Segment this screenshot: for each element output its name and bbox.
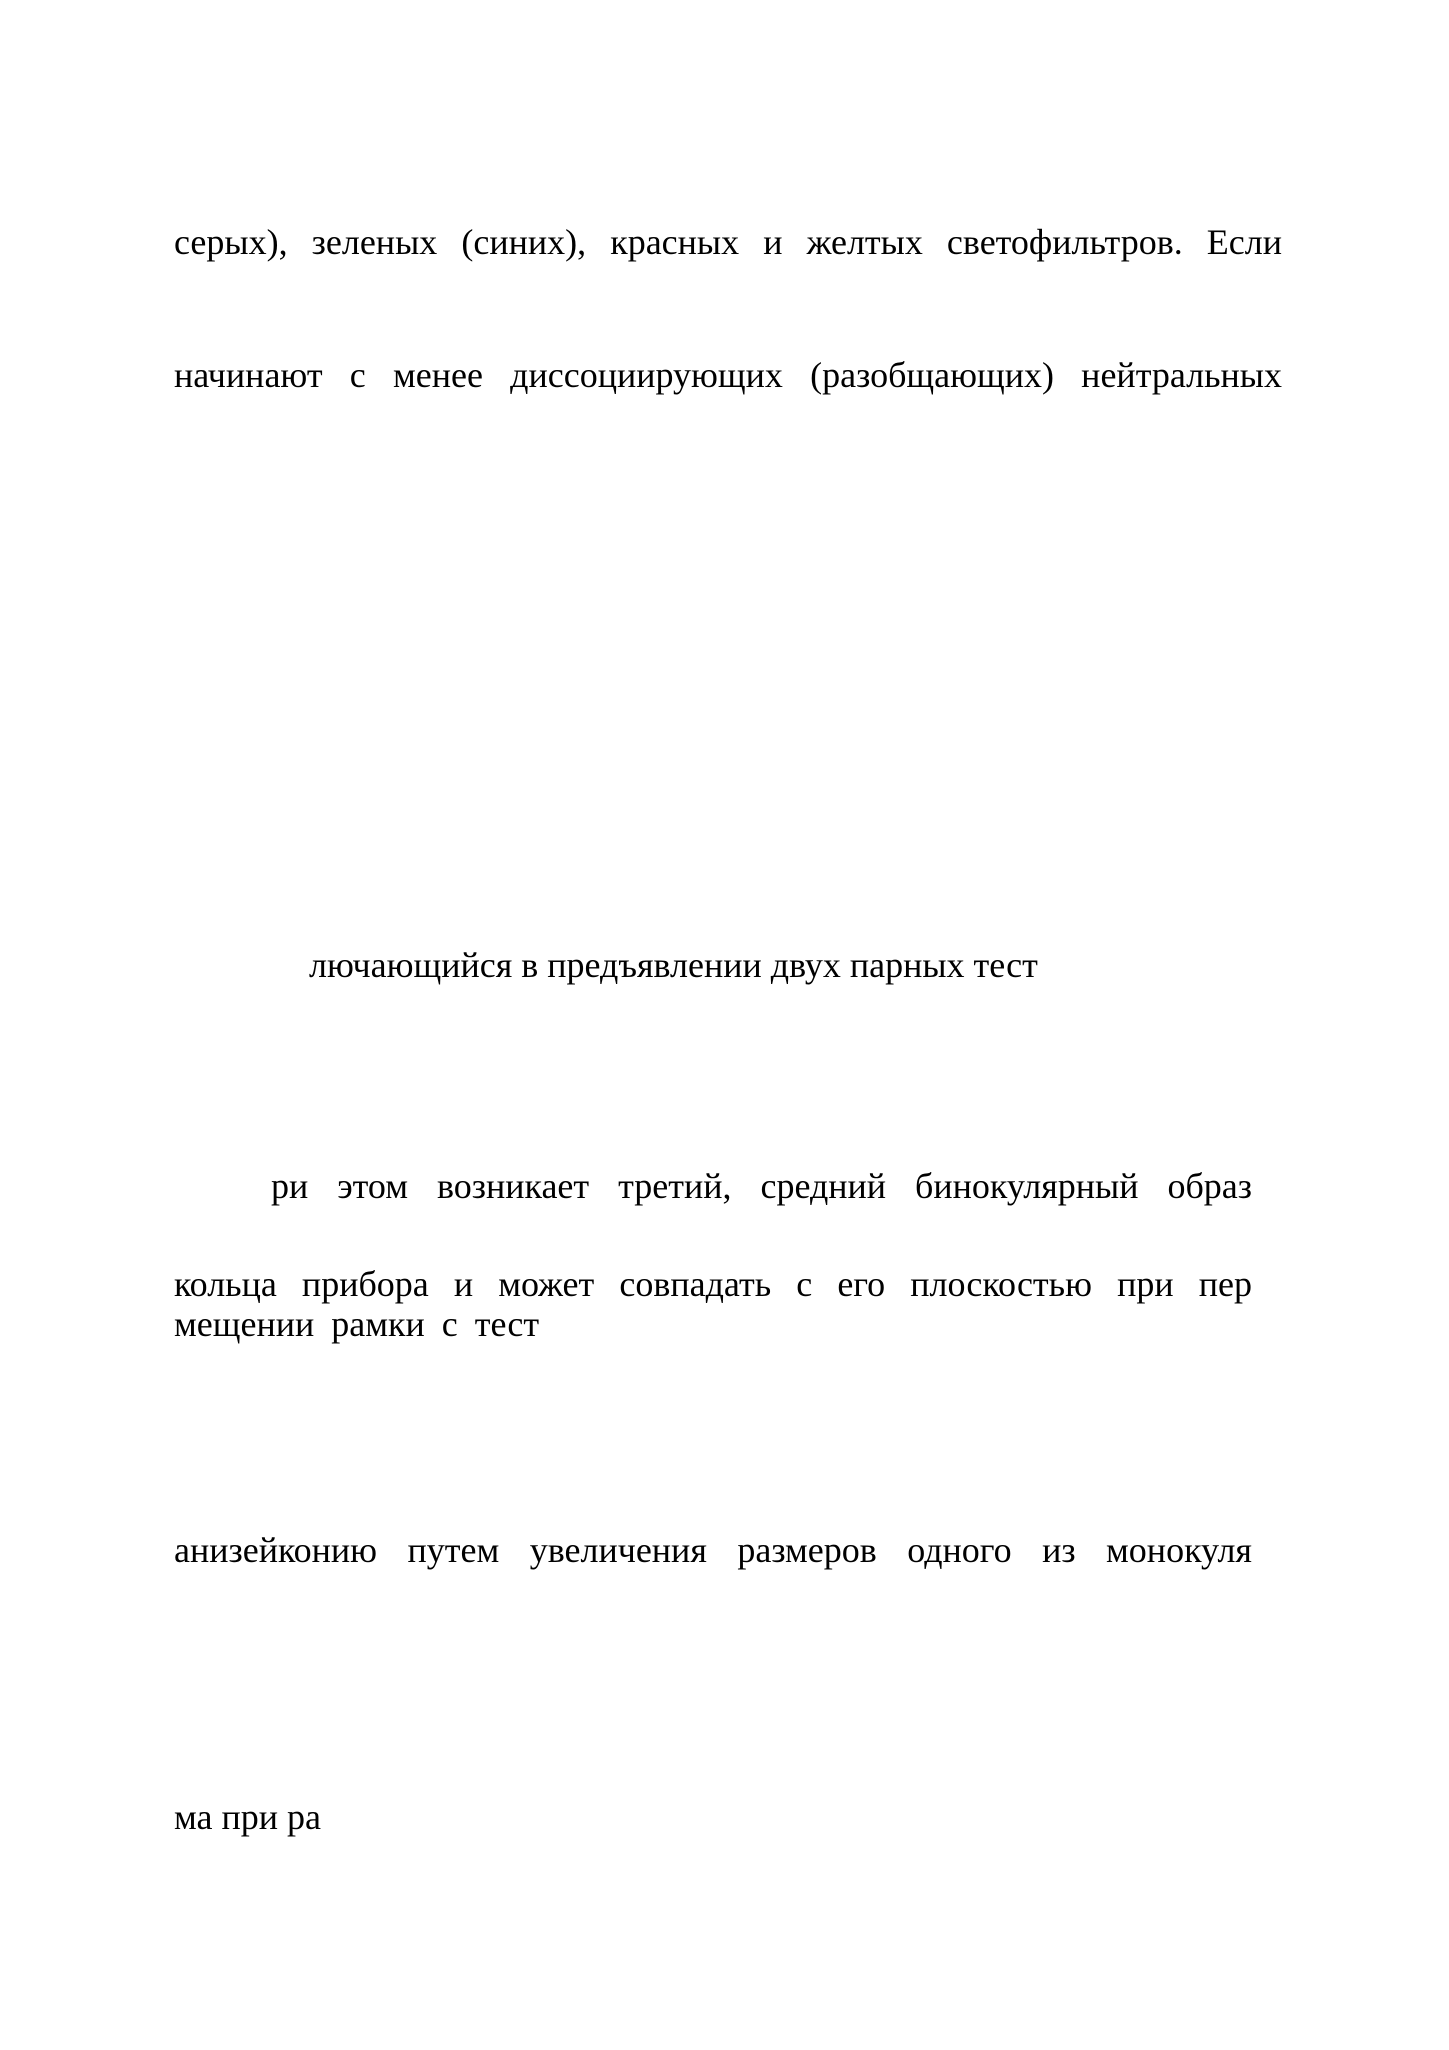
text-line: ри этом возникает третий, средний бинокулярный образ bbox=[271, 1166, 1252, 1206]
text-line: лючающийся в предъявлении двух парных тест bbox=[309, 945, 1038, 985]
text-line: ма при ра bbox=[174, 1797, 322, 1837]
text-line: серых), зеленых (синих), красных и желтых светофильтров. Если bbox=[174, 222, 1282, 262]
text-line: мещении рамки с тест bbox=[174, 1304, 540, 1344]
text-line: начинают с менее диссоциирующих (разобщающих) нейтральных bbox=[174, 355, 1282, 395]
text-line: кольца прибора и может совпадать с его плоскостью при пер bbox=[174, 1264, 1252, 1304]
text-line: анизейконию путем увеличения размеров одного из монокуля bbox=[174, 1530, 1252, 1570]
